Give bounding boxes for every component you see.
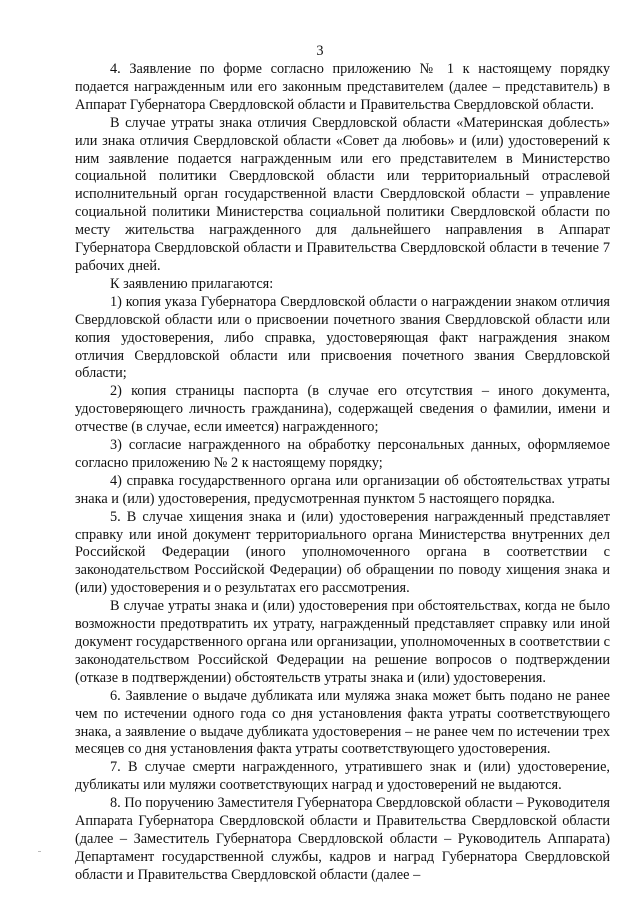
paragraph-loss-of-badge: В случае утраты знака отличия Свердловской области «Материнская доблесть» или знака отличия Свердловской области «Совет да любовь» и (или) удостоверений к ним заявление подается награжденным или его представителем в Министерство социальной политики Свердловской области или территориальный отраслевой исполнительный орган государственной власти Свердловской области – управление социальной политики Министерства социальной политики Свердловской области по месту жительства награжденного для дальнейшего направления в Аппарат Губернатора Свердловской области и Правительства Свердловской области в течение 7 рабочих дней. [75, 114, 610, 274]
paragraph-item-8: 8. По поручению Заместителя Губернатора Свердловской области – Руководителя Аппарата Губернатора Свердловской области и Правительства Свердловской области (далее – Заместитель Губернатора Свердловской области – Руководитель Аппарата) Департамент государственной службы, кадров и наград Губернатора Свердловской области и Правительства Свердловской области (далее – [75, 795, 610, 883]
paragraph-attachment-1: 1) копия указа Губернатора Свердловской области о награждении знаком отличия Свердловской области или о присвоении почетного звания Свердловской области или копия удостоверения, либо справка, удостоверяющая факт награждения знаком отличия Свердловской области или присвоения почетного звания Свердловской области; [75, 293, 610, 382]
paragraph-item-7: 7. В случае смерти награжденного, утратившего знак и (или) удостоверение, дубликаты или муляжи соответствующих наград и удостоверений не выдаются. [75, 759, 610, 794]
paragraph-attachment-4: 4) справка государственного органа или организации об обстоятельствах утраты знака и (или) удостоверения, предусмотренная пунктом 5 настоящего порядка. [75, 472, 610, 507]
paragraph-attachment-3: 3) согласие награжденного на обработку персональных данных, оформляемое согласно приложению № 2 к настоящему порядку; [75, 437, 610, 471]
paragraph-item-5: 5. В случае хищения знака и (или) удостоверения награжденный представляет справку или иной документ территориального органа Министерства внутренних дел Российской Федерации (иного уполномоченного органа в соответствии с законодательством Российской Федерации) об обращении по поводу хищения знака и (или) удостоверения и о результатах его рассмотрения. [75, 508, 610, 597]
paragraph-item-4: 4. Заявление по форме согласно приложению № 1 к настоящему порядку подается награжденным или его законным представителем (далее – представитель) в Аппарат Губернатора Свердловской области и Правительства Свердловской области. [75, 61, 610, 113]
scan-speck [38, 851, 41, 852]
page-number: 3 [316, 43, 324, 59]
paragraph-loss-circumstances: В случае утраты знака и (или) удостоверения при обстоятельствах, когда не было возможности предотвратить их утрату, награжденный представляет справку или иной документ государственного органа или организации, уполномоченных в соответствии с законодательством Российской Федерации на решение вопросов о подтверждении (отказе в подтверждении) обстоятельств утраты знака и (или) удостоверения. [75, 598, 610, 686]
paragraph-item-6: 6. Заявление о выдаче дубликата или муляжа знака может быть подано не ранее чем по истечении одного года со дня установления факта утраты соответствующего знака, а заявление о выдаче дубликата удостоверения – не ранее чем по истечении трех месяцев со дня установления факта утраты соответствующего удостоверения. [75, 687, 610, 758]
paragraph-attachment-2: 2) копия страницы паспорта (в случае его отсутствия – иного документа, удостоверяющего личность гражданина), содержащей сведения о фамилии, имени и отчестве (в случае, если имеется) награжденного; [75, 383, 610, 436]
paragraph-attachments-intro: К заявлению прилагаются: [110, 275, 274, 292]
document-body [75, 61, 610, 885]
